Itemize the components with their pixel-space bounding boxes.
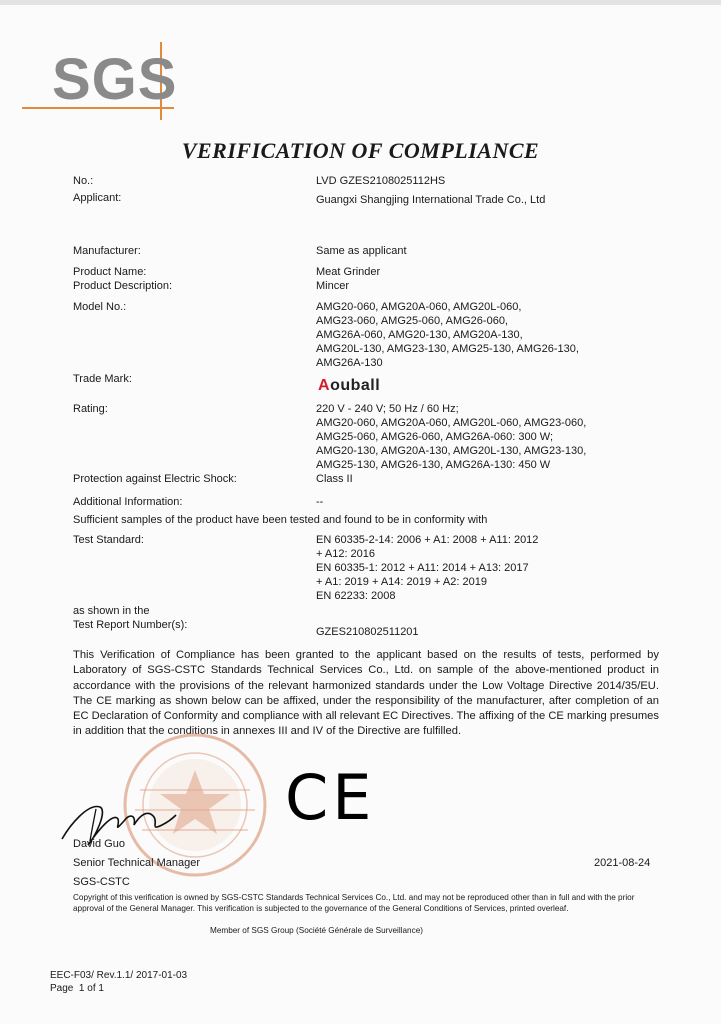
verification-paragraph: This Verification of Compliance has been granted to the applicant based on the results of tests, performed by Laboratory of SGS-CSTC Standards Technical Services Co., Ltd. on sample of the above-mentioned product in accordance with the provisions of the relevant harmonized standards under the Low Voltage Directive 2014/35/EU. The CE marking as shown below can be affixed, under the responsibility of the manufacturer, after completion of an EC Declaration of Conformity and compliance with all relevant EC Directives. The affixing of the CE marking presumes in addition that the conditions in annexes III and IV of the Directive are fulfilled.	[73, 649, 659, 738]
test-standard-label: Test Standard:	[73, 534, 144, 546]
product-name-value: Meat Grinder	[316, 266, 381, 278]
applicant-label: Applicant:	[73, 192, 122, 204]
report-number-label: Test Report Number(s):	[73, 619, 188, 631]
ce-mark	[285, 761, 385, 834]
manufacturer-label: Manufacturer:	[73, 245, 141, 257]
model-value: AMG20-060, AMG20A-060, AMG20L-060, AMG23-060, AMG25-060, AMG26-060, AMG26A-060, AMG20-130, AMG20A-130, AMG20L-130, AMG23-130, AMG25-130, AMG26-130, AMG26A-130	[316, 301, 579, 369]
copyright-notice: Copyright of this verification is owned by SGS-CSTC Standards Technical Services Co., Ltd. and may not be reproduced other than in full and with the prior approval of the General Manager. This verification is subjected to the governance of the General Conditions of Services, printed overleaf.	[73, 893, 635, 913]
test-standard-value: EN 60335-2-14: 2006 + A1: 2008 + A11: 2012 + A12: 2016 EN 60335-1: 2012 + A11: 2014 + A13: 2017 + A1: 2019 + A14: 2019 + A2: 2019 EN 62233: 2008	[316, 534, 539, 602]
page-number: Page 1 of 1	[50, 983, 104, 994]
additional-info-value: --	[316, 496, 324, 508]
protection-label: Protection against Electric Shock:	[73, 473, 237, 485]
page-title: VERIFICATION OF COMPLIANCE	[181, 138, 540, 163]
manufacturer-value: Same as applicant	[316, 245, 407, 257]
product-description-label: Product Description:	[73, 280, 173, 292]
sufficient-samples-line: Sufficient samples of the product have been tested and found to be in conformity with	[73, 514, 488, 526]
ce-mark-text: CE	[285, 761, 376, 834]
issue-date: 2021-08-24	[594, 857, 651, 869]
product-name-label: Product Name:	[73, 266, 147, 278]
product-description-value: Mincer	[316, 280, 350, 292]
signatory-org: SGS-CSTC	[73, 876, 130, 888]
protection-value: Class II	[316, 473, 353, 485]
applicant-value: Guangxi Shangjing International Trade Co., Ltd	[316, 194, 546, 206]
no-value: LVD GZES2108025112HS	[316, 175, 446, 187]
rating-label: Rating:	[73, 403, 108, 415]
model-label: Model No.:	[73, 301, 127, 313]
report-number-value: GZES210802511201	[316, 626, 419, 638]
trademark-label: Trade Mark:	[73, 373, 132, 385]
additional-info-label: Additional Information:	[73, 496, 183, 508]
as-shown-label: as shown in the	[73, 605, 150, 617]
logo-text: SGS	[52, 47, 178, 112]
top-border	[0, 0, 721, 5]
trademark-logo-a: A	[318, 377, 331, 394]
signatory-name: David Guo	[73, 838, 125, 850]
rating-value: 220 V - 240 V; 50 Hz / 60 Hz; AMG20-060, AMG20A-060, AMG20L-060, AMG23-060, AMG25-060, AMG26-060, AMG26A-060: 300 W; AMG20-130, AMG20A-130, AMG20L-130, AMG23-130, AMG25-130, AMG26-130, AMG26A-130: 450 W	[316, 403, 587, 471]
no-label: No.:	[73, 175, 94, 187]
sgs-member-line: Member of SGS Group (Société Générale de Surveillance)	[210, 926, 423, 935]
trademark-logo-rest: ouball	[330, 377, 381, 394]
signatory-title: Senior Technical Manager	[73, 857, 200, 869]
sgs-logo	[22, 42, 182, 122]
form-code: EEC-F03/ Rev.1.1/ 2017-01-03	[50, 970, 188, 981]
trademark-logo	[318, 377, 380, 395]
